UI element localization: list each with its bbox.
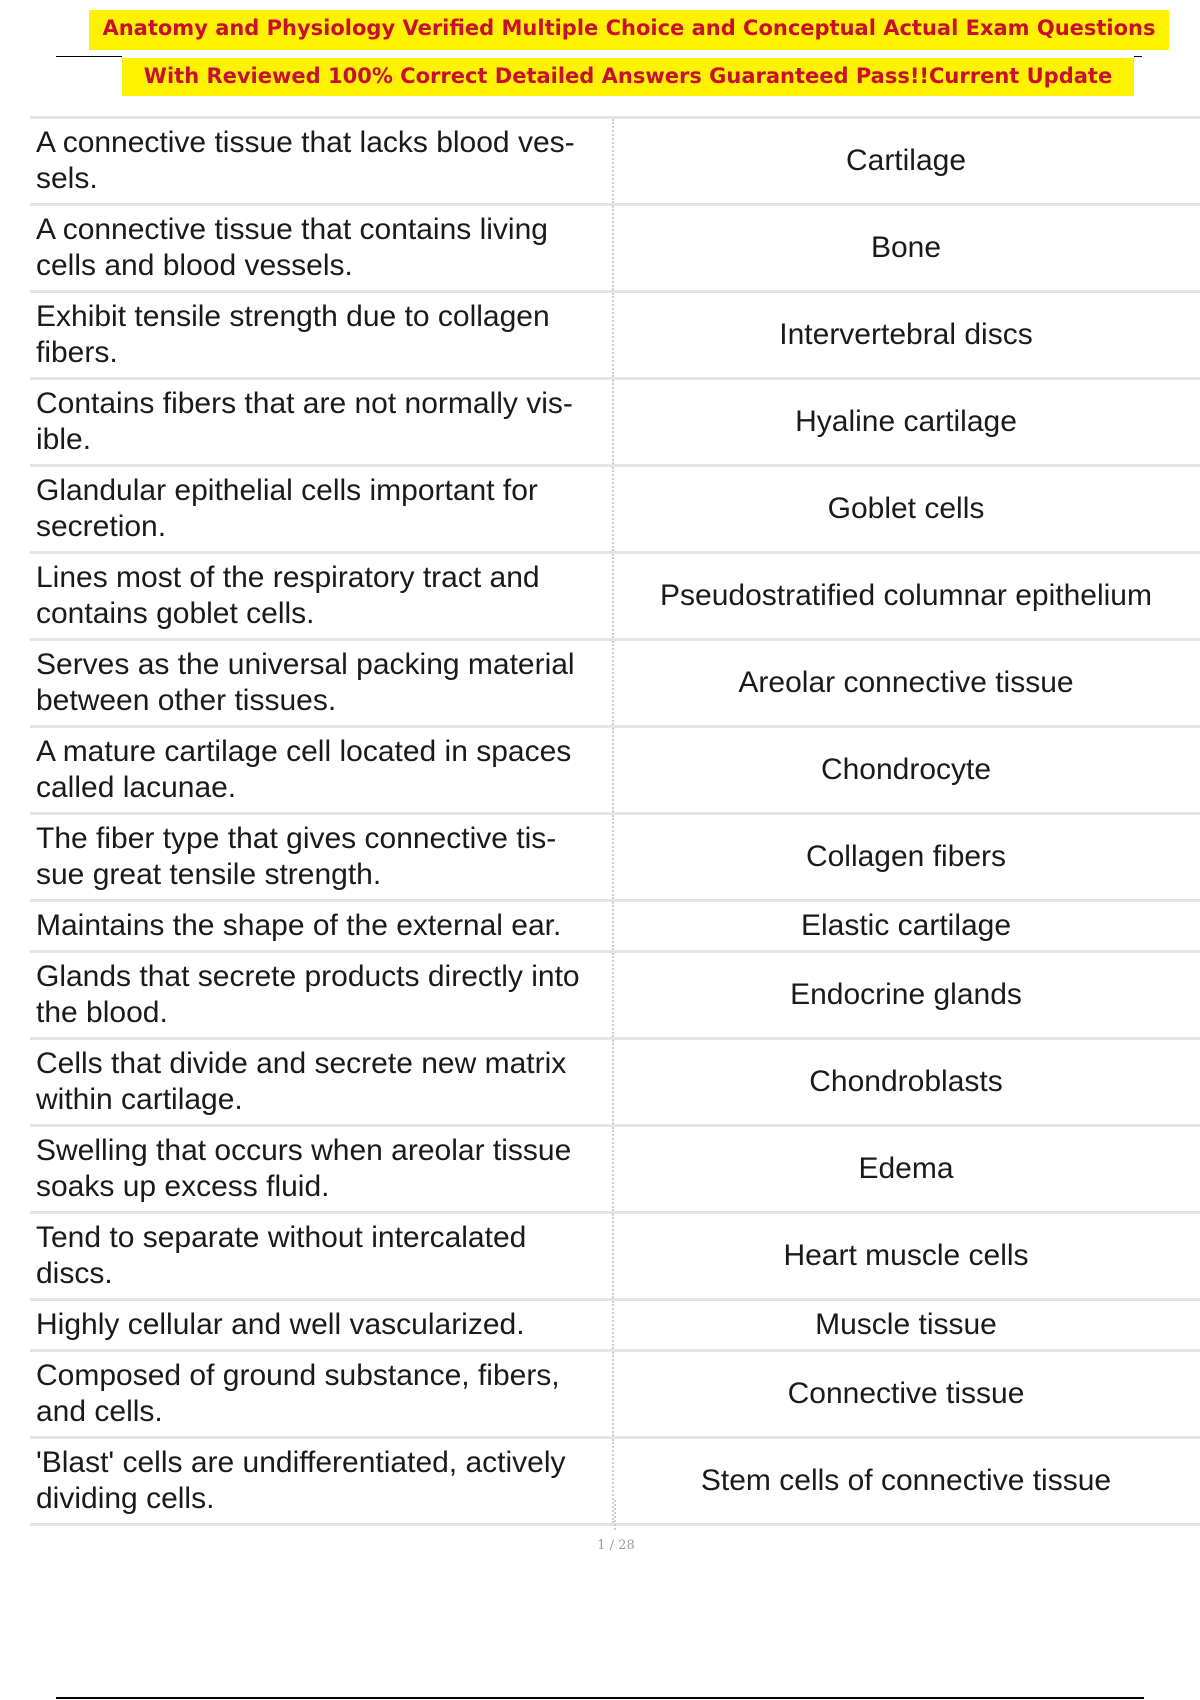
question-cell: Glandular epithelial cells important for secretion.: [30, 466, 613, 553]
answer-cell: Collagen fibers: [805, 840, 1007, 873]
question-cell: Lines most of the respiratory tract and contains goblet cells.: [30, 553, 613, 640]
answer-cell: Heart muscle cells: [783, 1239, 1029, 1272]
header-rule-left: [56, 56, 122, 57]
table-row: [30, 1213, 1200, 1300]
table-row: [30, 1300, 1200, 1351]
answer-cell: Cartilage: [845, 144, 967, 177]
header-title-line-2: With Reviewed 100% Correct Detailed Answers Guaranteed Pass!!Current Update: [122, 58, 1134, 96]
table-row: [30, 727, 1200, 814]
table-row: [30, 118, 1200, 205]
table-row: [30, 640, 1200, 727]
answer-cell: Intervertebral discs: [779, 318, 1033, 351]
document-header: [0, 0, 1200, 100]
answer-cell: Endocrine glands: [790, 978, 1022, 1011]
question-cell: Cells that divide and secrete new matrix within cartilage.: [30, 1039, 613, 1126]
column-divider-tail: [614, 1500, 616, 1530]
answer-cell: Goblet cells: [827, 492, 985, 525]
table-row: [30, 901, 1200, 952]
question-cell: Serves as the universal packing material between other tissues.: [30, 640, 613, 727]
answer-cell: Chondroblasts: [809, 1065, 1003, 1098]
answer-cell: Areolar connective tissue: [738, 666, 1074, 699]
answer-cell: Connective tissue: [787, 1377, 1025, 1410]
question-cell: A mature cartilage cell located in spaces called lacunae.: [30, 727, 613, 814]
table-row: [30, 1039, 1200, 1126]
question-cell: Exhibit tensile strength due to collagen fibers.: [30, 292, 613, 379]
answer-cell: Pseudostratified columnar epithelium: [660, 579, 1152, 612]
qa-table: [30, 116, 1200, 1526]
table-row: [30, 952, 1200, 1039]
page-number: 1 / 28: [597, 1538, 635, 1553]
footer-rule: [56, 1697, 1144, 1699]
question-cell: A connective tissue that lacks blood ves-sels.: [30, 118, 613, 205]
answer-cell: Edema: [858, 1152, 954, 1185]
question-cell: Tend to separate without intercalated discs.: [30, 1213, 613, 1300]
answer-cell: Chondrocyte: [820, 753, 992, 786]
question-cell: Contains fibers that are not normally vis-ible.: [30, 379, 613, 466]
answer-cell: Muscle tissue: [815, 1308, 997, 1341]
table-row: [30, 553, 1200, 640]
table-row: [30, 379, 1200, 466]
answer-cell: Elastic cartilage: [800, 909, 1012, 942]
question-cell: Composed of ground substance, fibers, and cells.: [30, 1351, 613, 1438]
answer-cell: Stem cells of connective tissue: [700, 1464, 1112, 1497]
question-cell: Glands that secrete products directly into the blood.: [30, 952, 613, 1039]
question-cell: Swelling that occurs when areolar tissue soaks up excess fluid.: [30, 1126, 613, 1213]
question-cell: A connective tissue that contains living cells and blood vessels.: [30, 205, 613, 292]
question-cell: Highly cellular and well vascularized.: [30, 1300, 613, 1351]
answer-cell: Bone: [870, 231, 942, 264]
answer-cell: Hyaline cartilage: [795, 405, 1017, 438]
table-row: [30, 205, 1200, 292]
question-cell: The fiber type that gives connective tis-sue great tensile strength.: [30, 814, 613, 901]
header-title-line-1: Anatomy and Physiology Verified Multiple Choice and Conceptual Actual Exam Questions: [89, 10, 1169, 50]
question-cell: Maintains the shape of the external ear.: [30, 901, 613, 952]
table-row: [30, 1126, 1200, 1213]
table-row: [30, 1351, 1200, 1438]
table-row: [30, 814, 1200, 901]
header-rule-right: [1134, 56, 1142, 57]
question-cell: 'Blast' cells are undifferentiated, actively dividing cells.: [30, 1438, 613, 1525]
table-row: [30, 292, 1200, 379]
table-row: [30, 466, 1200, 553]
